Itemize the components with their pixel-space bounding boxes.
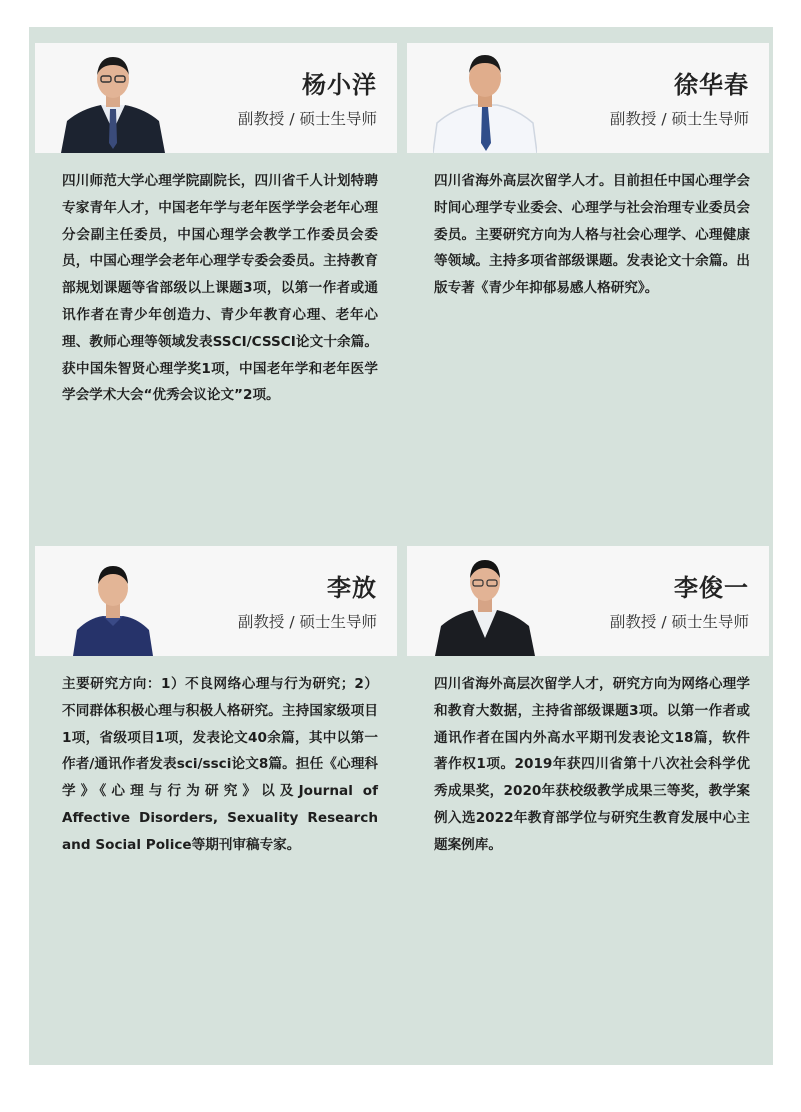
faculty-panel <box>29 27 773 1065</box>
professor-name: 杨小洋 <box>302 71 377 99</box>
professor-title: 副教授 / 硕士生导师 <box>237 613 377 631</box>
portrait-photo <box>433 554 537 656</box>
portrait-photo <box>61 51 165 153</box>
professor-name: 李放 <box>327 574 377 602</box>
professor-bio: 四川省海外高层次留学人才。目前担任中国心理学会时间心理学专业委会、心理学与社会治理专业委员会委员。主要研究方向为人格与社会心理学、心理健康等领域。主持多项省部级课题。发表论文十余篇。出版专著《青少年抑郁易感人格研究》。 <box>434 173 750 297</box>
professor-name: 徐华春 <box>674 71 749 99</box>
portrait-photo <box>433 51 537 153</box>
professor-bio: 四川省海外高层次留学人才，研究方向为网络心理学和教育大数据，主持省部级课题3项。以第一作者或通讯作者在国内外高水平期刊发表论文18篇，软件著作权1项。2019年获四川省第十八次社会科学优秀成果奖，2020年获校级教学成果三等奖，教学案例入选2022年教育部学位与研究生教育发展中心主题案例库。 <box>434 676 750 853</box>
portrait-photo <box>61 554 165 656</box>
professor-bio: 主要研究方向：1）不良网络心理与行为研究；2）不同群体积极心理与积极人格研究。主持国家级项目1项，省级项目1项，发表论文40余篇，其中以第一作者/通讯作者发表sci/ssci论文8篇。担任《心理科学》《心理与行为研究》以及Journal of Affective Disorders, Sexuality Research and Social Police等期刊审稿专家。 <box>62 676 378 853</box>
professor-name: 李俊一 <box>674 574 749 602</box>
profile-header <box>407 43 769 153</box>
professor-title: 副教授 / 硕士生导师 <box>609 110 749 128</box>
profile-header <box>407 546 769 656</box>
professor-title: 副教授 / 硕士生导师 <box>609 613 749 631</box>
profile-header <box>35 546 397 656</box>
professor-bio: 四川师范大学心理学院副院长，四川省千人计划特聘专家青年人才，中国老年学与老年医学学会老年心理分会副主任委员，中国心理学会教学工作委员会委员，中国心理学会老年心理学专委会委员。主持教育部规划课题等省部级以上课题3项，以第一作者或通讯作者在青少年创造力、青少年教育心理、老年心理、教师心理等领域发表SSCI/CSSCI论文十余篇。获中国朱智贤心理学奖1项，中国老年学和老年医学学会学术大会“优秀会议论文”2项。 <box>62 173 378 404</box>
profile-header <box>35 43 397 153</box>
professor-title: 副教授 / 硕士生导师 <box>237 110 377 128</box>
